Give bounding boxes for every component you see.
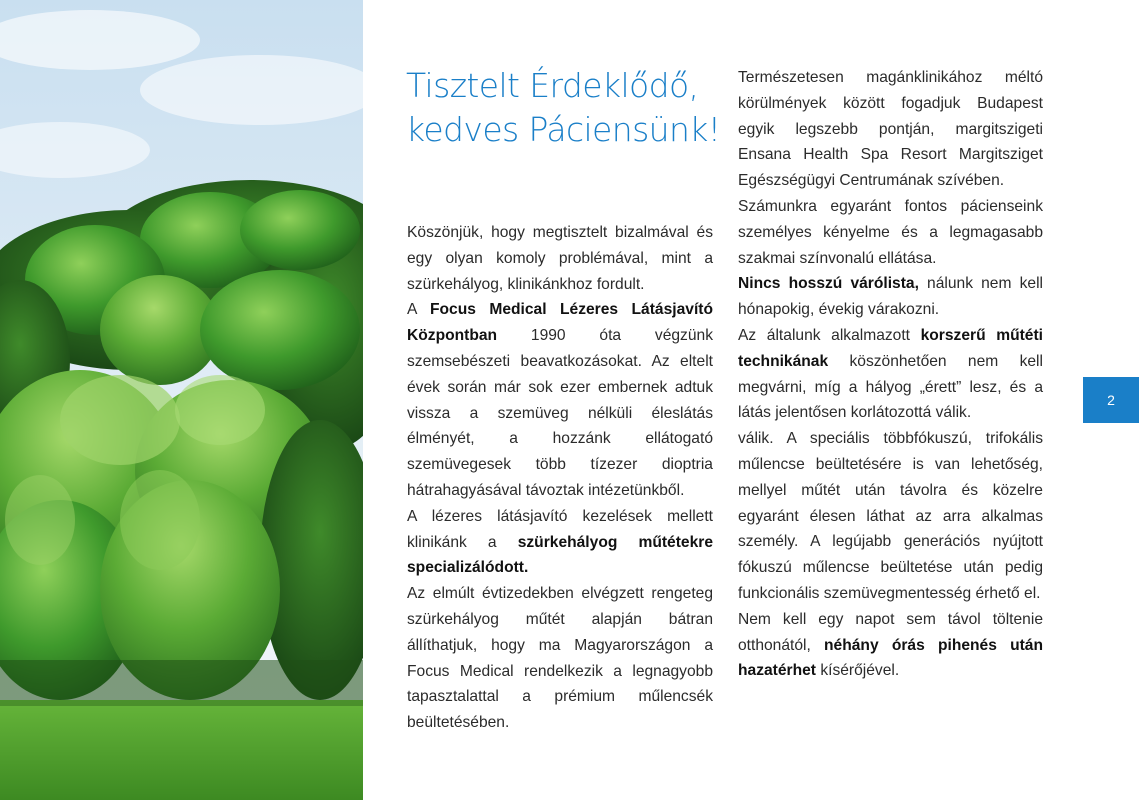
paragraph-no-waiting <box>738 271 1043 323</box>
paragraph-clinic-history <box>407 297 713 503</box>
text-column-right <box>738 65 1043 684</box>
go-home-bold: néhány órás pihenés után hazatérhet <box>738 636 1043 680</box>
specialization-bold: szürkehályog műtétekre specializálódott. <box>407 533 714 577</box>
no-waiting-bold: Nincs hosszú várólista, <box>738 275 919 293</box>
paragraph-technique <box>738 323 1043 426</box>
text-span: 1990 óta végzünk szemsebészeti beavatkozásokat. Az eltelt évek során már sok ezer embernek adtuk vissza a szemüveg nélküli éleslátás élményét, a hozzánk ellátogató szemüvegesek több tízezer dioptria hátrahagyásával távoztak intézetünkből. <box>407 327 713 499</box>
text-span: kísérőjével. <box>816 662 900 680</box>
text-span: Az általunk alkalmazott <box>738 326 921 344</box>
text-span: köszönhetően nem kell megvárni, míg a hályog „érett” lesz, és a látás jelentősen korlátozottá válik. <box>738 352 1043 422</box>
trees-park-photo <box>0 0 363 800</box>
page-heading <box>406 64 726 152</box>
paragraph-location: Természetesen magánklinikához méltó körülmények között fogadjuk Budapest egyik legszebb pontján, margitszigeti Ensana Health Spa Resort Margitsziget Egészségügyi Centrumának szívében. <box>738 69 1043 190</box>
paragraph-specialization <box>407 504 713 581</box>
text-span: A <box>407 301 430 319</box>
text-span: nálunk nem kell hónapokig, évekig várakozni. <box>738 275 1043 319</box>
paragraph-thanks: Köszönjük, hogy megtisztelt bizalmával és egy olyan komoly problémával, mint a szürkehályog, klinikánkhoz fordult. <box>407 224 713 293</box>
page-number-tab: 2 <box>1083 377 1139 423</box>
clinic-name-bold: Focus Medical Lézeres Látásjavító Központban <box>407 301 713 345</box>
heading-line-2: kedves Páciensünk! <box>406 110 721 149</box>
paragraph-go-home <box>738 607 1043 684</box>
heading-line-1: Tisztelt Érdeklődő, <box>406 66 699 105</box>
text-span: A lézeres látásjavító kezelések mellett klinikánk a <box>407 507 713 551</box>
technique-bold: korszerű műtéti technikának <box>738 326 1043 370</box>
paragraph-experience: Az elmúlt évtizedekben elvégzett rengeteg szürkehályog műtét alapján bátran állíthatjuk, hogy ma Magyarországon a Focus Medical rendelkezik a legnagyobb tapasztalattal a prémium műlencsék beültetésében. <box>407 585 713 732</box>
text-span: Nem kell egy napot sem távol töltenie otthonától, <box>738 610 1043 654</box>
text-column-left <box>407 220 713 736</box>
paragraph-lens: válik. A speciális többfókuszú, trifokális műlencse beültetésére is van lehetőség, mellyel műtét után távolra és közelre egyaránt élesen láthat az arra alkalmas személy. A legújabb generációs nyújtott fókuszú műlencse beültetése után pedig funkcionális szemüvegmentesség érhető el. <box>738 430 1043 602</box>
paragraph-comfort: Számunkra egyaránt fontos pácienseink személyes kényelme és a legmagasabb szakmai színvonalú ellátása. <box>738 197 1043 267</box>
